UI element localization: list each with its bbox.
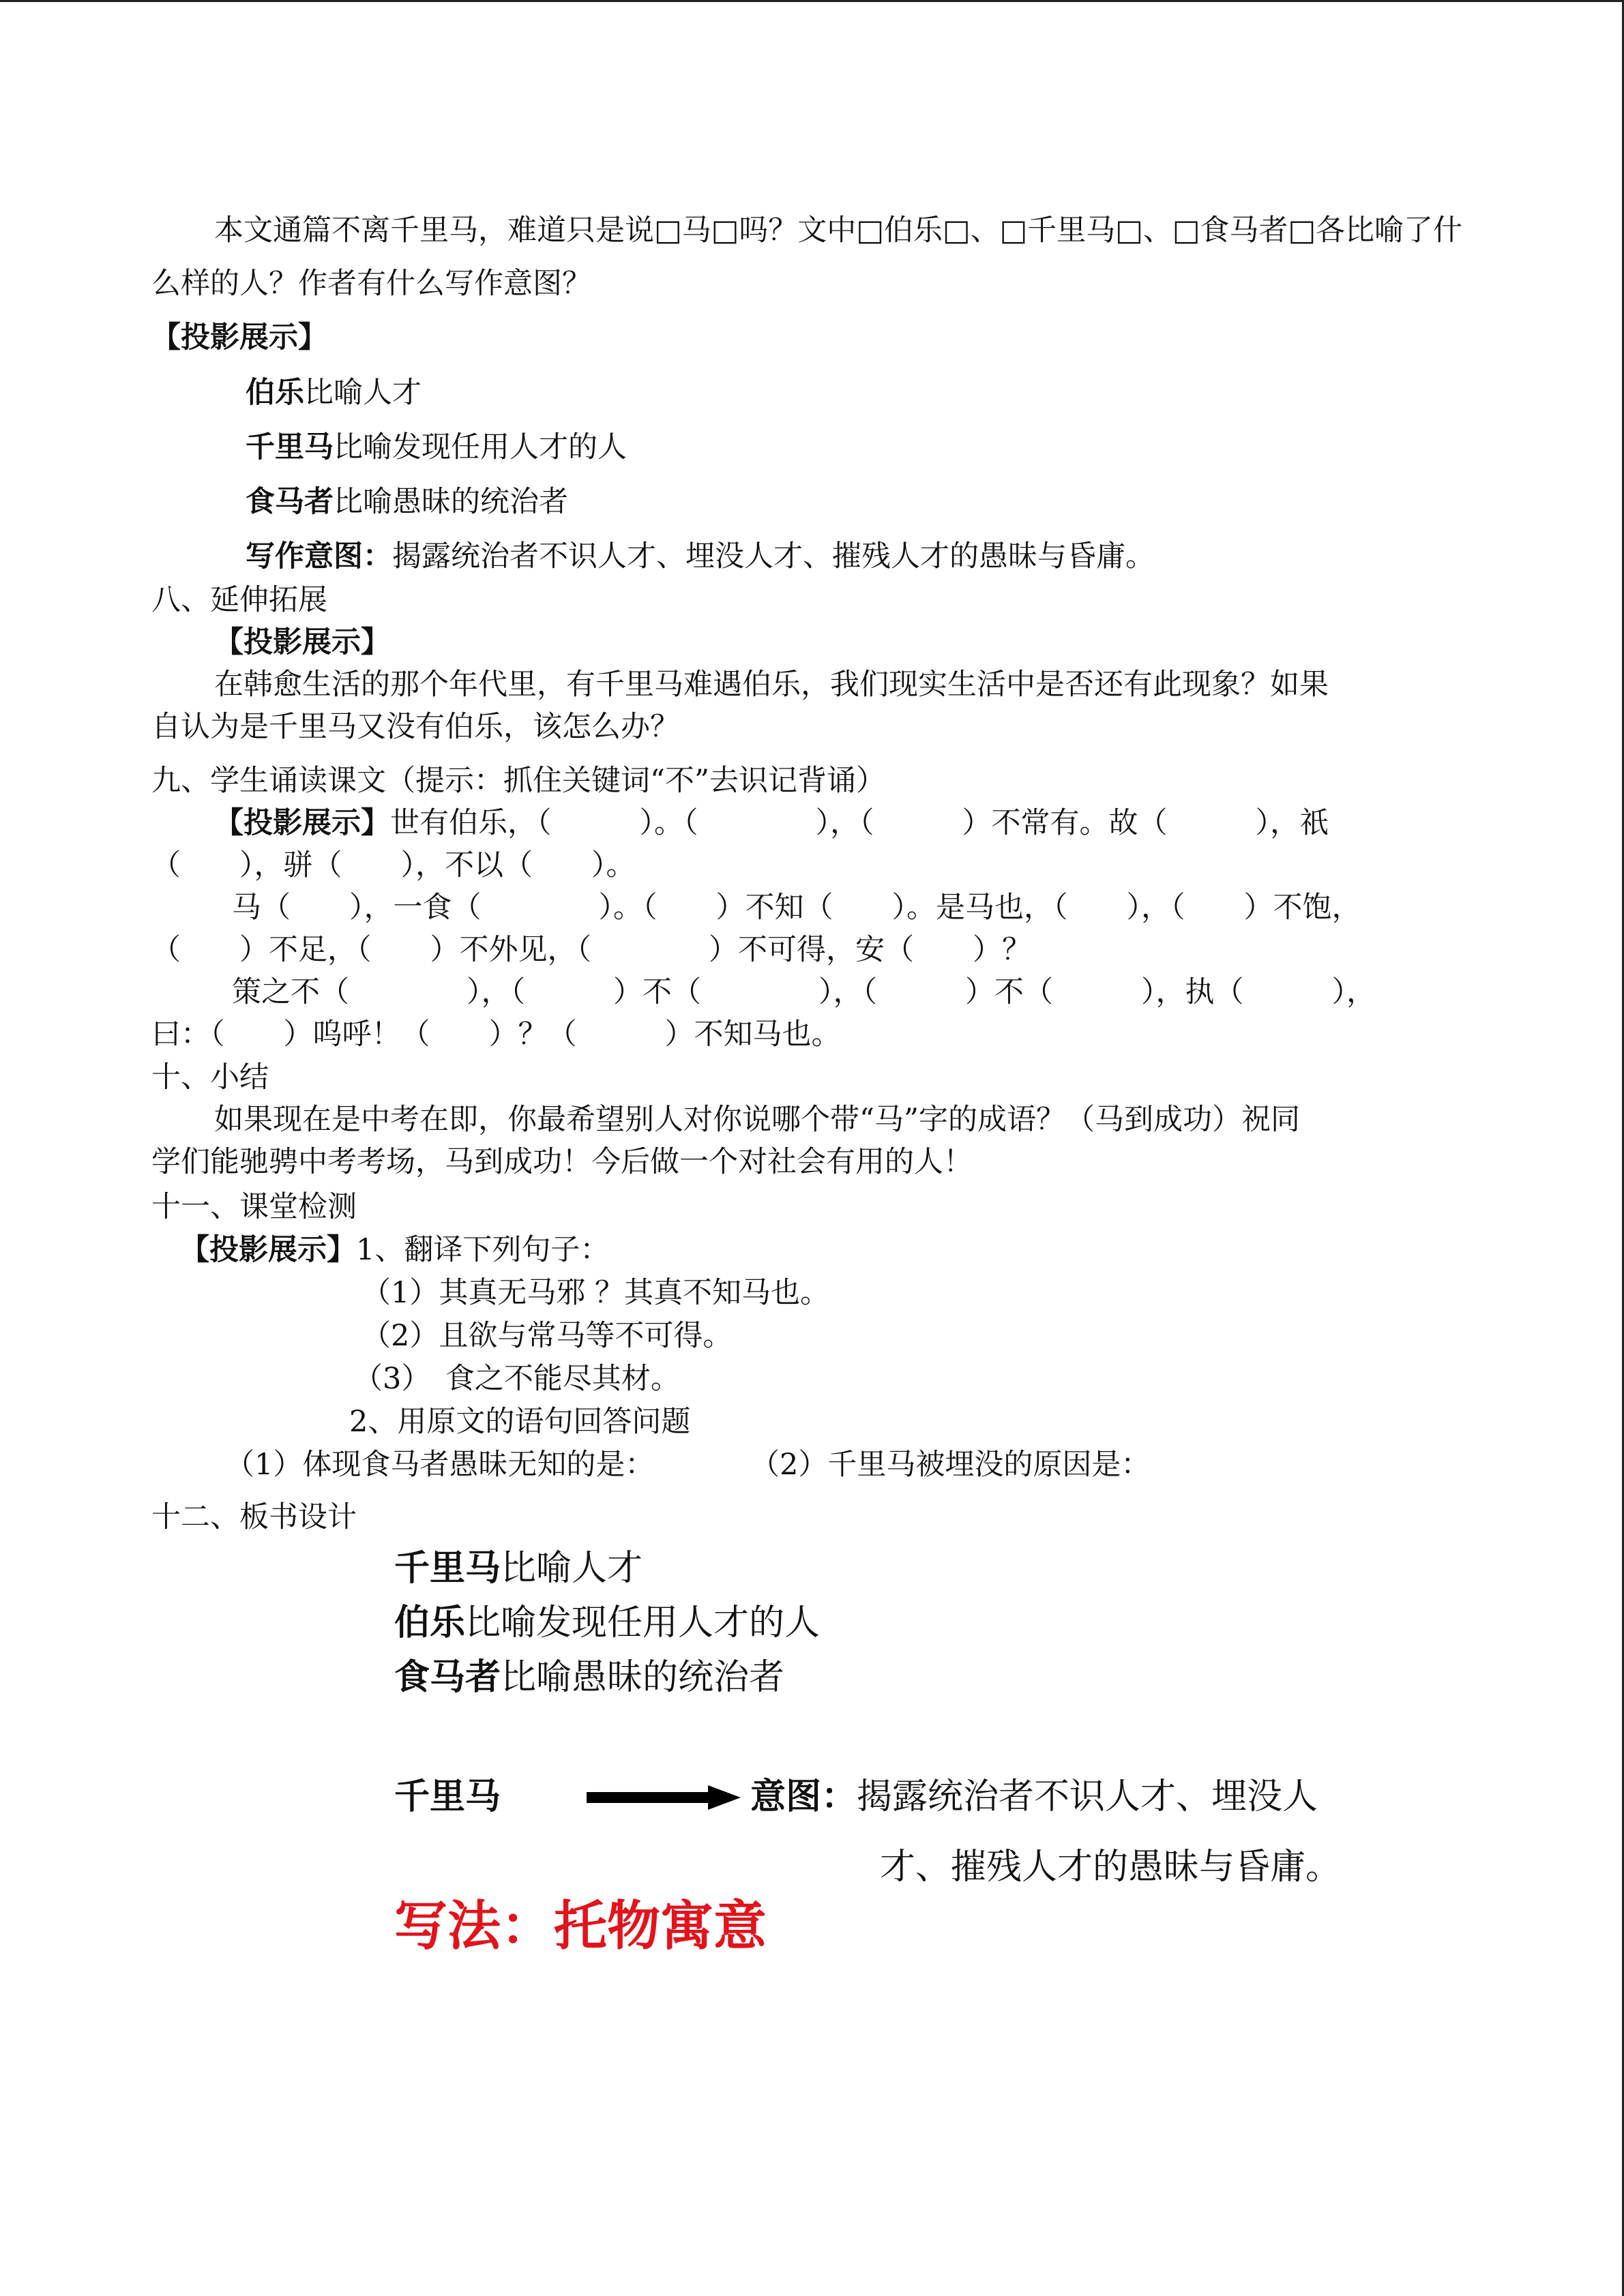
projection-label: 【投影展示】 (151, 320, 327, 355)
board-desc: 比喻愚昧的统治者 (501, 1657, 785, 1698)
cloze-line-2: （ ），骈（ ），不以（ ）。 (151, 848, 636, 882)
section10-line-2: 学们能驰骋中考考场，马到成功！今后做一个对社会有用的人！ (151, 1145, 973, 1179)
cloze-line-4: （ ）不足，（ ）不外见，（ ）不可得，安（ ）？ (151, 933, 1031, 967)
top-border (0, 0, 1624, 2)
right-arrow-icon (587, 1777, 743, 1818)
arrow-head (708, 1785, 741, 1810)
board-line-bole (394, 1599, 820, 1647)
board-term: 千里马 (394, 1548, 501, 1589)
section10-heading: 十、小结 (151, 1060, 269, 1094)
cloze-line-6: 曰：（ ）呜呼！（ ）？（ ）不知马也。 (151, 1017, 841, 1052)
metaphor-term: 食马者 (246, 485, 334, 519)
board-line-shimazhe (394, 1654, 784, 1701)
cloze-line-1 (214, 803, 1329, 844)
intro-line-2: 么样的人？作者有什么写作意图？ (151, 267, 591, 301)
intro-line-1: 本文通篇不离千里马，难道只是说□马□吗？文中□伯乐□、□千里马□、□食马者□各比喻了什 (214, 213, 1463, 248)
board-intent (750, 1773, 1318, 1821)
board-intent-line-2: 才、摧残人才的愚昧与昏庸。 (880, 1847, 1342, 1888)
section8-heading: 八、延伸拓展 (151, 583, 327, 617)
metaphor-term: 伯乐 (246, 376, 304, 410)
board-desc: 比喻发现任用人才的人 (465, 1602, 821, 1643)
board-term: 食马者 (394, 1657, 501, 1698)
intent-text: 揭露统治者不识人才、埋没人才、摧残人才的愚昧与昏庸。 (392, 539, 1155, 573)
quiz-answer-1: （1）体现食马者愚昧无知的是： (225, 1448, 655, 1482)
quiz-q1-text: 1、翻译下列句子： (356, 1233, 610, 1267)
section8-line-1: 在韩愈生活的那个年代里，有千里马难遇伯乐，我们现实生活中是否还有此现象？如果 (214, 668, 1329, 702)
board-term: 伯乐 (394, 1602, 466, 1643)
board-line-qianlima (394, 1545, 643, 1592)
metaphor-desc: 比喻人才 (304, 376, 422, 410)
metaphor-desc: 比喻愚昧的统治者 (334, 485, 568, 519)
board-horse: 千里马 (394, 1776, 501, 1817)
section10-line-1: 如果现在是中考在即，你最希望别人对你说哪个带“马”字的成语？（马到成功）祝同 (214, 1103, 1300, 1137)
metaphor-desc: 比喻发现任用人才的人 (334, 430, 627, 464)
cloze-text: 世有伯乐，（ ）。（ ），（ ）不常有。故（ ），祇 (390, 806, 1329, 840)
section8-line-2: 自认为是千里马又没有伯乐，该怎么办？ (151, 710, 679, 744)
metaphor-qianlima (246, 427, 627, 468)
section9-heading: 九、学生诵读课文（提示：抓住关键词“不”去识记背诵） (151, 764, 885, 798)
quiz-sentence-2: （2）且欲与常马等不可得。 (361, 1319, 733, 1353)
intent-label: 写作意图： (246, 539, 392, 573)
metaphor-bole (246, 372, 422, 413)
projection-label: 【投影展示】 (214, 806, 390, 840)
quiz-answer-2: （2）千里马被埋没的原因是： (750, 1448, 1151, 1482)
quiz-q2: 2、用原文的语句回答问题 (349, 1405, 691, 1439)
metaphor-term: 千里马 (246, 430, 334, 464)
projection-label: 【投影展示】 (180, 1233, 356, 1267)
metaphor-shimazhe (246, 481, 568, 522)
quiz-sentence-3: （3） 食之不能尽其材。 (353, 1362, 680, 1396)
board-desc: 比喻人才 (501, 1548, 643, 1589)
projection-label: 【投影展示】 (214, 625, 390, 659)
board-intent-text: 揭露统治者不识人才、埋没人 (857, 1776, 1318, 1817)
section11-heading: 十一、课堂检测 (151, 1190, 357, 1224)
cloze-line-3: 马（ ），一食（ ）。（ ）不知（ ）。是马也，（ ），（ ）不饱， (232, 891, 1361, 925)
section12-heading: 十二、板书设计 (151, 1500, 357, 1534)
writing-intent (246, 536, 1155, 577)
cloze-line-5: 策之不（ ），（ ）不（ ），（ ）不（ ），执（ ）， (232, 975, 1376, 1009)
quiz-q1 (180, 1229, 609, 1270)
writing-method: 写法：托物寓意 (394, 1895, 767, 1957)
board-intent-label: 意图： (750, 1776, 857, 1817)
quiz-sentence-1: （1）其真无马邪 ？其真不知马也。 (361, 1276, 830, 1310)
